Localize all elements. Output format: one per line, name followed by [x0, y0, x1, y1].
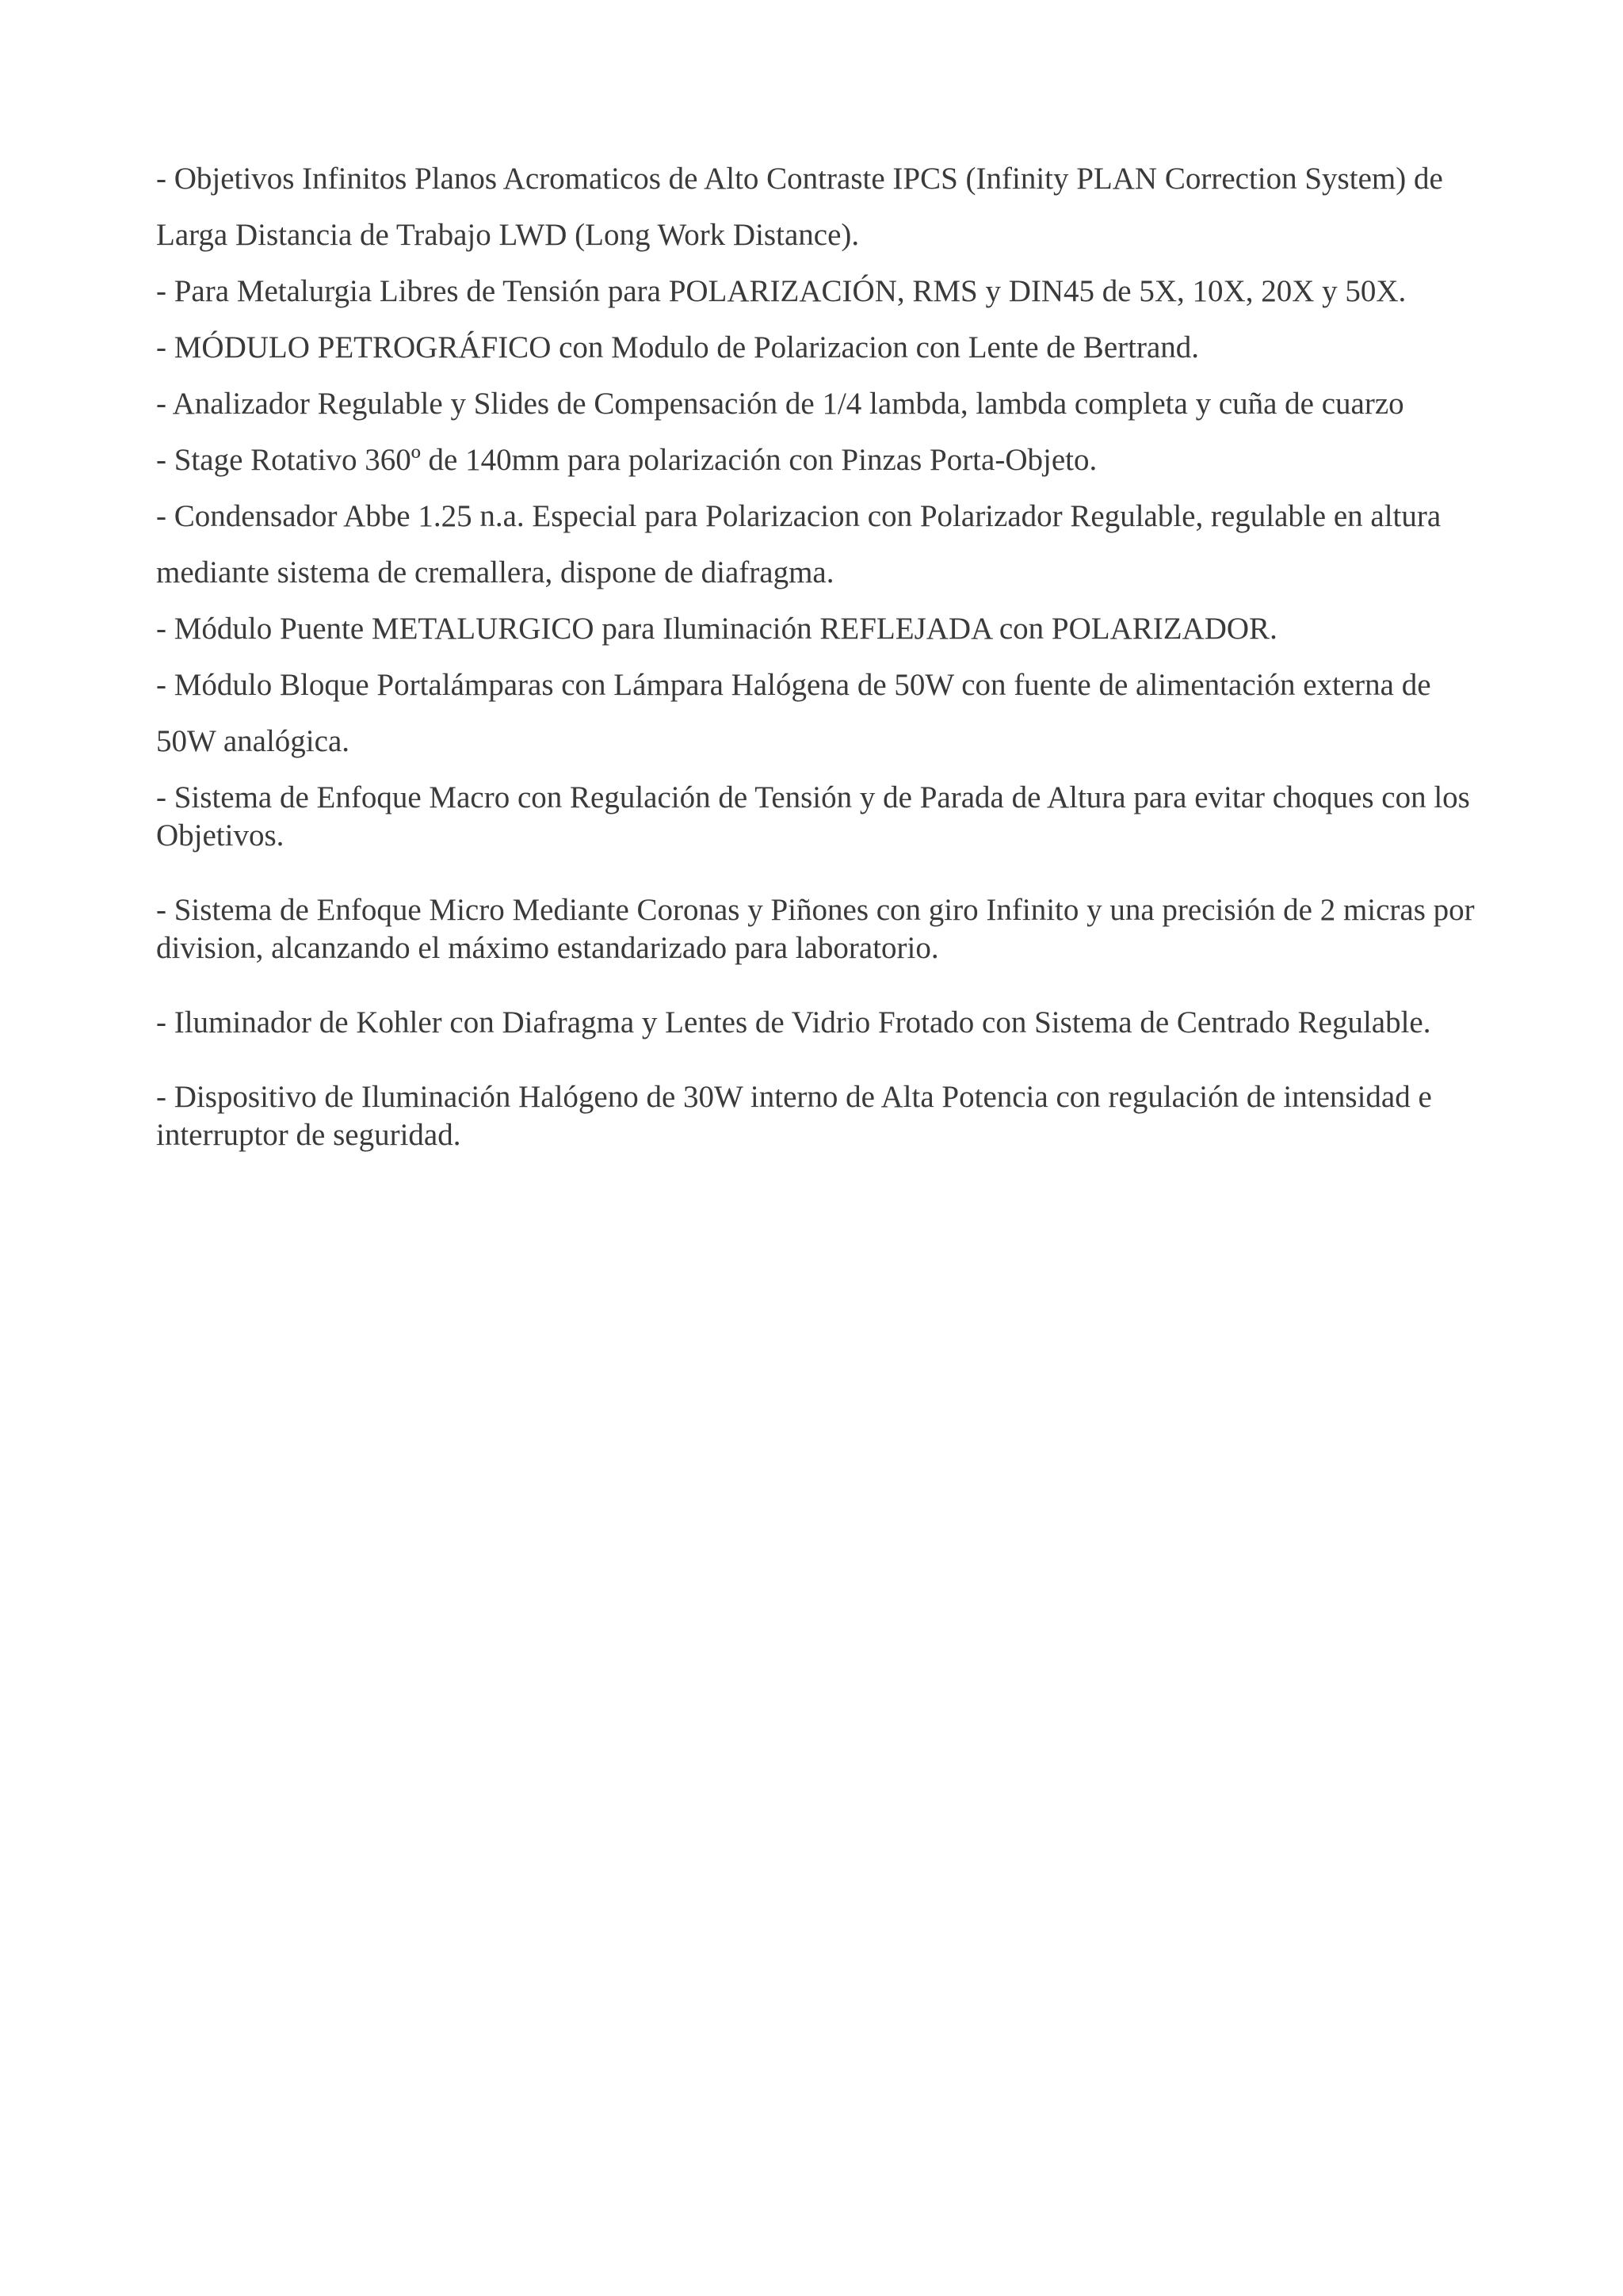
- list-item: - Sistema de Enfoque Micro Mediante Coronas y Piñones con giro Infinito y una precisión de 2 micras por division, alcanzando el máximo estandarizado para laboratorio.: [156, 893, 1475, 965]
- list-item: - Sistema de Enfoque Macro con Regulación de Tensión y de Parada de Altura para evitar choques con los Objetivos.: [156, 780, 1470, 852]
- list-item: - Iluminador de Kohler con Diafragma y Lentes de Vidrio Frotado con Sistema de Centrado Regulable.: [156, 1005, 1431, 1039]
- list-item: - Analizador Regulable y Slides de Compensación de 1/4 lambda, lambda completa y cuña de cuarzo: [156, 387, 1404, 421]
- list-item: - MÓDULO PETROGRÁFICO con Modulo de Polarizacion con Lente de Bertrand.: [156, 330, 1200, 364]
- list-item: - Stage Rotativo 360º de 140mm para polarización con Pinzas Porta-Objeto.: [156, 443, 1098, 477]
- list-item: - Objetivos Infinitos Planos Acromaticos de Alto Contraste IPCS (Infinity PLAN Correction System) de Larga Distancia de Trabajo LWD (Long Work Distance).: [156, 162, 1443, 252]
- spec-list: [156, 151, 1487, 1154]
- list-item: - Módulo Puente METALURGICO para Iluminación REFLEJADA con POLARIZADOR.: [156, 612, 1277, 646]
- list-item: - Módulo Bloque Portalámparas con Lámpara Halógena de 50W con fuente de alimentación externa de 50W analógica.: [156, 668, 1431, 758]
- list-item: - Para Metalurgia Libres de Tensión para POLARIZACIÓN, RMS y DIN45 de 5X, 10X, 20X y 50X.: [156, 274, 1407, 308]
- list-item: - Condensador Abbe 1.25 n.a. Especial para Polarizacion con Polarizador Regulable, regulable en altura mediante sistema de cremallera, dispone de diafragma.: [156, 499, 1442, 589]
- list-item: - Dispositivo de Iluminación Halógeno de 30W interno de Alta Potencia con regulación de intensidad e interruptor de seguridad.: [156, 1080, 1432, 1152]
